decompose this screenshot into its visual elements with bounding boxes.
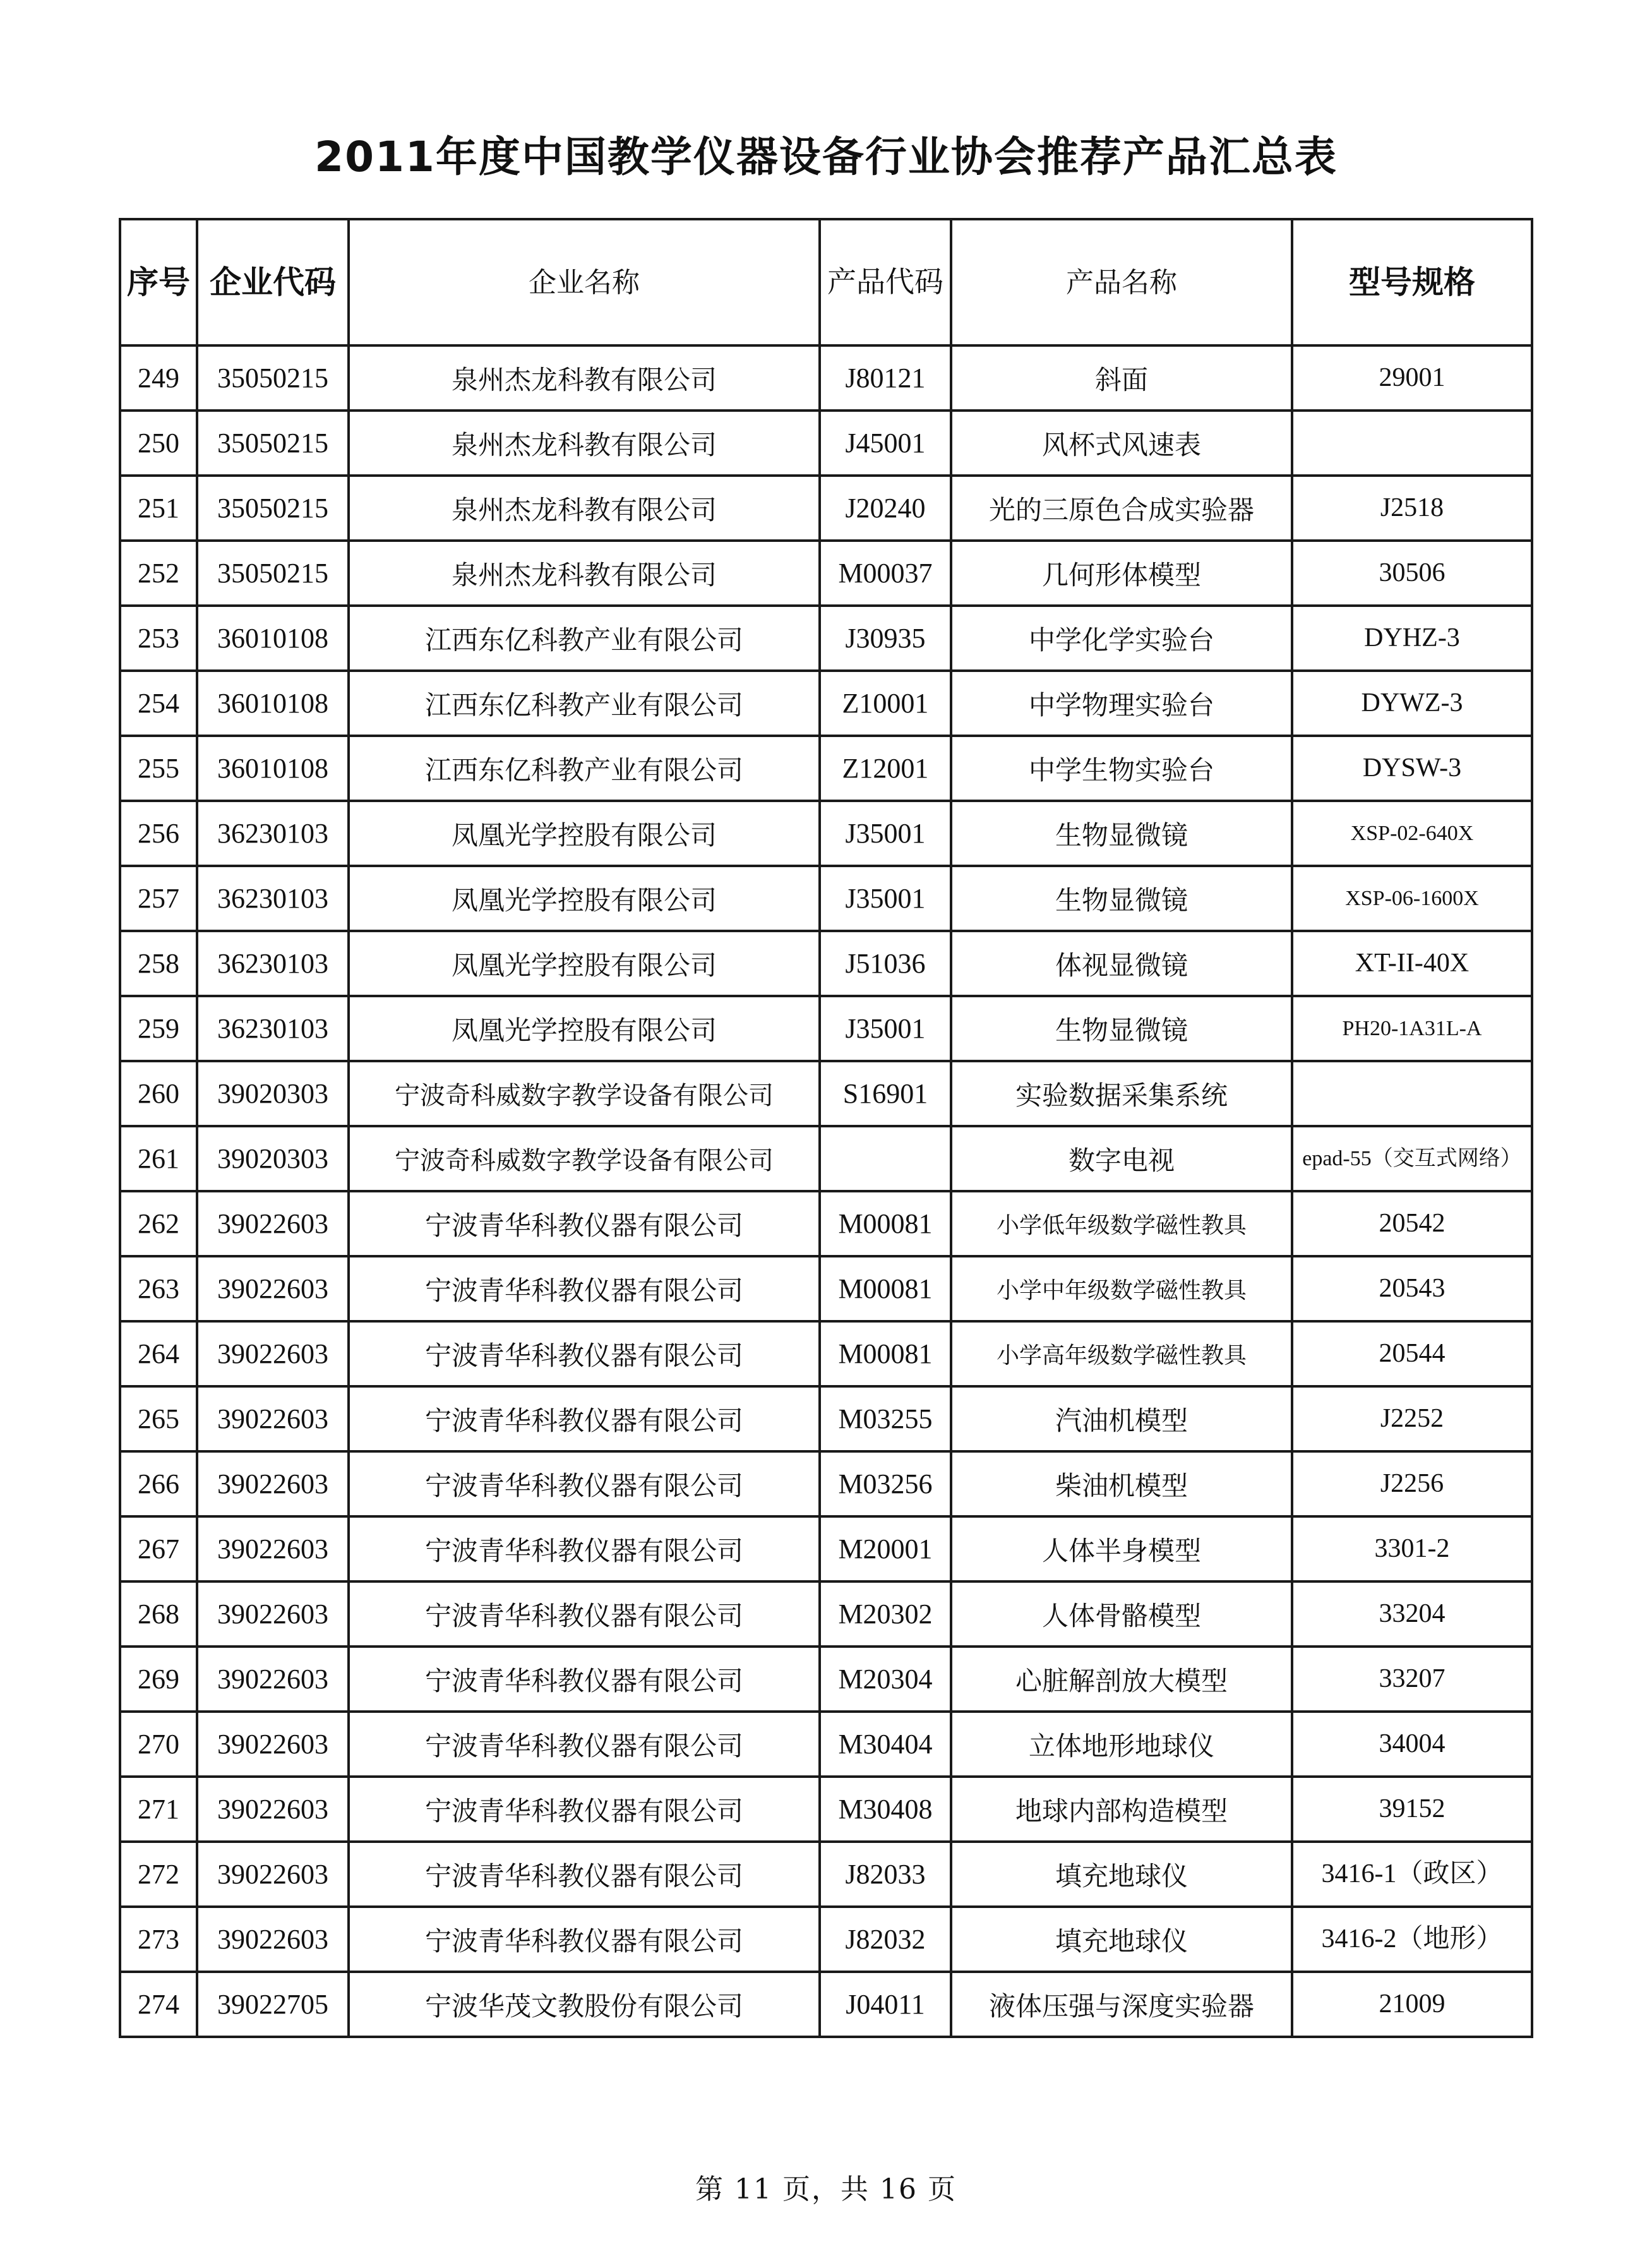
cell-model: 33207	[1292, 1647, 1532, 1712]
cell-product-name: 实验数据采集系统	[951, 1061, 1292, 1126]
cell-product-name: 小学中年级数学磁性教具	[951, 1256, 1292, 1321]
cell-company-code: 39022603	[197, 1647, 349, 1712]
table-row	[120, 1321, 1532, 1386]
cell-seq: 262	[120, 1191, 197, 1256]
table-row	[120, 1581, 1532, 1647]
cell-company-code: 39022603	[197, 1191, 349, 1256]
table-header-row	[120, 219, 1532, 345]
cell-model: XSP-02-640X	[1292, 801, 1532, 866]
cell-product-name: 中学化学实验台	[951, 606, 1292, 671]
cell-seq: 265	[120, 1386, 197, 1451]
table-row	[120, 541, 1532, 606]
table-row	[120, 1907, 1532, 1972]
cell-product-code	[820, 1126, 951, 1191]
cell-product-code: M20001	[820, 1516, 951, 1581]
cell-company-code: 39022603	[197, 1386, 349, 1451]
cell-company-name: 宁波青华科教仪器有限公司	[349, 1321, 820, 1386]
cell-product-code: M00081	[820, 1191, 951, 1256]
cell-product-name: 光的三原色合成实验器	[951, 476, 1292, 541]
cell-product-name: 生物显微镜	[951, 866, 1292, 931]
table-row	[120, 801, 1532, 866]
cell-company-code: 36230103	[197, 866, 349, 931]
cell-product-code: M00037	[820, 541, 951, 606]
cell-seq: 261	[120, 1126, 197, 1191]
cell-seq: 260	[120, 1061, 197, 1126]
table-body	[120, 345, 1532, 2037]
cell-company-code: 39022603	[197, 1907, 349, 1972]
cell-model: 3416-2（地形）	[1292, 1907, 1532, 1972]
cell-company-name: 宁波华茂文教股份有限公司	[349, 1972, 820, 2037]
cell-company-code: 36010108	[197, 736, 349, 801]
cell-company-code: 39022603	[197, 1581, 349, 1647]
cell-seq: 256	[120, 801, 197, 866]
cell-company-code: 39022603	[197, 1777, 349, 1842]
cell-seq: 259	[120, 996, 197, 1061]
table-row	[120, 1386, 1532, 1451]
cell-company-name: 宁波青华科教仪器有限公司	[349, 1712, 820, 1777]
cell-company-code: 36230103	[197, 996, 349, 1061]
cell-company-name: 宁波青华科教仪器有限公司	[349, 1451, 820, 1516]
table-row	[120, 931, 1532, 996]
cell-company-name: 泉州杰龙科教有限公司	[349, 541, 820, 606]
cell-model: 3301-2	[1292, 1516, 1532, 1581]
cell-model: XSP-06-1600X	[1292, 866, 1532, 931]
cell-model: 29001	[1292, 345, 1532, 411]
cell-product-code: M30404	[820, 1712, 951, 1777]
cell-seq: 255	[120, 736, 197, 801]
cell-seq: 267	[120, 1516, 197, 1581]
table-row	[120, 411, 1532, 476]
page-title: 2011年度中国教学仪器设备行业协会推荐产品汇总表	[314, 133, 1338, 181]
cell-model: DYSW-3	[1292, 736, 1532, 801]
cell-company-name: 宁波奇科威数字教学设备有限公司	[349, 1126, 820, 1191]
table-row	[120, 996, 1532, 1061]
cell-company-name: 宁波青华科教仪器有限公司	[349, 1516, 820, 1581]
table-row	[120, 671, 1532, 736]
table-row	[120, 1842, 1532, 1907]
cell-model: PH20-1A31L-A	[1292, 996, 1532, 1061]
header-seq: 序号	[120, 219, 197, 345]
cell-model: 30506	[1292, 541, 1532, 606]
cell-model: 20543	[1292, 1256, 1532, 1321]
cell-seq: 250	[120, 411, 197, 476]
cell-product-code: M03255	[820, 1386, 951, 1451]
cell-product-name: 中学生物实验台	[951, 736, 1292, 801]
cell-product-name: 数字电视	[951, 1126, 1292, 1191]
header-product-name: 产品名称	[951, 219, 1292, 345]
cell-company-code: 35050215	[197, 476, 349, 541]
cell-model: 21009	[1292, 1972, 1532, 2037]
cell-company-code: 36230103	[197, 931, 349, 996]
cell-model: 34004	[1292, 1712, 1532, 1777]
cell-company-name: 凤凰光学控股有限公司	[349, 996, 820, 1061]
cell-company-code: 35050215	[197, 541, 349, 606]
cell-company-name: 宁波青华科教仪器有限公司	[349, 1907, 820, 1972]
cell-model: DYWZ-3	[1292, 671, 1532, 736]
cell-company-code: 39022603	[197, 1842, 349, 1907]
cell-model: epad-55（交互式网络）	[1292, 1126, 1532, 1191]
cell-seq: 252	[120, 541, 197, 606]
table-row	[120, 1191, 1532, 1256]
cell-seq: 271	[120, 1777, 197, 1842]
cell-company-code: 39022603	[197, 1712, 349, 1777]
table-row	[120, 1061, 1532, 1126]
cell-company-code: 39022603	[197, 1256, 349, 1321]
product-summary-table	[119, 218, 1533, 2038]
cell-model: J2256	[1292, 1451, 1532, 1516]
table-row	[120, 1972, 1532, 2037]
cell-product-name: 地球内部构造模型	[951, 1777, 1292, 1842]
cell-product-name: 中学物理实验台	[951, 671, 1292, 736]
cell-product-name: 填充地球仪	[951, 1842, 1292, 1907]
cell-seq: 272	[120, 1842, 197, 1907]
cell-product-code: M03256	[820, 1451, 951, 1516]
cell-product-code: J20240	[820, 476, 951, 541]
header-product-code: 产品代码	[820, 219, 951, 345]
cell-model: J2518	[1292, 476, 1532, 541]
cell-model	[1292, 411, 1532, 476]
cell-product-code: J82033	[820, 1842, 951, 1907]
cell-product-code: Z12001	[820, 736, 951, 801]
cell-product-code: M00081	[820, 1321, 951, 1386]
cell-company-name: 宁波青华科教仪器有限公司	[349, 1191, 820, 1256]
cell-company-name: 凤凰光学控股有限公司	[349, 866, 820, 931]
cell-seq: 269	[120, 1647, 197, 1712]
cell-company-name: 泉州杰龙科教有限公司	[349, 345, 820, 411]
cell-company-name: 泉州杰龙科教有限公司	[349, 476, 820, 541]
cell-product-name: 立体地形地球仪	[951, 1712, 1292, 1777]
cell-seq: 257	[120, 866, 197, 931]
cell-company-code: 39022603	[197, 1516, 349, 1581]
cell-company-code: 36010108	[197, 671, 349, 736]
cell-company-code: 39022705	[197, 1972, 349, 2037]
cell-seq: 254	[120, 671, 197, 736]
cell-company-name: 江西东亿科教产业有限公司	[349, 736, 820, 801]
cell-company-name: 江西东亿科教产业有限公司	[349, 671, 820, 736]
header-model: 型号规格	[1292, 219, 1532, 345]
cell-seq: 266	[120, 1451, 197, 1516]
cell-product-name: 小学低年级数学磁性教具	[951, 1191, 1292, 1256]
table-row	[120, 1647, 1532, 1712]
cell-model	[1292, 1061, 1532, 1126]
cell-company-name: 凤凰光学控股有限公司	[349, 801, 820, 866]
cell-company-code: 39020303	[197, 1126, 349, 1191]
table-row	[120, 1256, 1532, 1321]
cell-company-name: 宁波青华科教仪器有限公司	[349, 1842, 820, 1907]
cell-company-name: 泉州杰龙科教有限公司	[349, 411, 820, 476]
cell-product-name: 生物显微镜	[951, 996, 1292, 1061]
table-row	[120, 606, 1532, 671]
cell-company-code: 36230103	[197, 801, 349, 866]
cell-company-name: 宁波青华科教仪器有限公司	[349, 1256, 820, 1321]
cell-model: 20542	[1292, 1191, 1532, 1256]
table-row	[120, 1712, 1532, 1777]
cell-product-code: J35001	[820, 801, 951, 866]
cell-product-code: J04011	[820, 1972, 951, 2037]
cell-product-name: 体视显微镜	[951, 931, 1292, 996]
cell-product-code: J82032	[820, 1907, 951, 1972]
cell-product-name: 人体半身模型	[951, 1516, 1292, 1581]
header-company-name: 企业名称	[349, 219, 820, 345]
cell-product-name: 汽油机模型	[951, 1386, 1292, 1451]
cell-seq: 264	[120, 1321, 197, 1386]
cell-seq: 249	[120, 345, 197, 411]
cell-model: 33204	[1292, 1581, 1532, 1647]
cell-seq: 270	[120, 1712, 197, 1777]
cell-product-name: 斜面	[951, 345, 1292, 411]
cell-company-code: 39022603	[197, 1321, 349, 1386]
cell-company-name: 宁波青华科教仪器有限公司	[349, 1386, 820, 1451]
cell-company-name: 宁波青华科教仪器有限公司	[349, 1647, 820, 1712]
cell-product-code: J45001	[820, 411, 951, 476]
cell-product-code: M20304	[820, 1647, 951, 1712]
cell-product-code: S16901	[820, 1061, 951, 1126]
page-footer: 第 11 页，共 16 页	[695, 2173, 957, 2205]
cell-model: DYHZ-3	[1292, 606, 1532, 671]
cell-company-code: 35050215	[197, 411, 349, 476]
cell-product-code: J51036	[820, 931, 951, 996]
cell-company-name: 宁波奇科威数字教学设备有限公司	[349, 1061, 820, 1126]
cell-company-code: 39022603	[197, 1451, 349, 1516]
cell-product-name: 风杯式风速表	[951, 411, 1292, 476]
cell-product-name: 生物显微镜	[951, 801, 1292, 866]
table-row	[120, 1451, 1532, 1516]
header-company-code: 企业代码	[197, 219, 349, 345]
cell-product-name: 心脏解剖放大模型	[951, 1647, 1292, 1712]
table-row	[120, 345, 1532, 411]
table-row	[120, 476, 1532, 541]
cell-product-code: J35001	[820, 866, 951, 931]
cell-seq: 274	[120, 1972, 197, 2037]
table-row	[120, 1516, 1532, 1581]
cell-company-name: 宁波青华科教仪器有限公司	[349, 1777, 820, 1842]
cell-seq: 263	[120, 1256, 197, 1321]
cell-product-code: M00081	[820, 1256, 951, 1321]
cell-seq: 253	[120, 606, 197, 671]
cell-company-code: 35050215	[197, 345, 349, 411]
table-row	[120, 1777, 1532, 1842]
cell-model: XT-II-40X	[1292, 931, 1532, 996]
cell-product-name: 小学高年级数学磁性教具	[951, 1321, 1292, 1386]
cell-seq: 273	[120, 1907, 197, 1972]
cell-product-code: M20302	[820, 1581, 951, 1647]
cell-product-code: J30935	[820, 606, 951, 671]
cell-product-name: 柴油机模型	[951, 1451, 1292, 1516]
cell-company-name: 宁波青华科教仪器有限公司	[349, 1581, 820, 1647]
cell-company-code: 39020303	[197, 1061, 349, 1126]
cell-model: 20544	[1292, 1321, 1532, 1386]
cell-product-code: J35001	[820, 996, 951, 1061]
table-row	[120, 1126, 1532, 1191]
cell-company-name: 江西东亿科教产业有限公司	[349, 606, 820, 671]
cell-model: 39152	[1292, 1777, 1532, 1842]
cell-product-code: M30408	[820, 1777, 951, 1842]
cell-seq: 268	[120, 1581, 197, 1647]
cell-product-code: J80121	[820, 345, 951, 411]
cell-model: J2252	[1292, 1386, 1532, 1451]
cell-product-name: 几何形体模型	[951, 541, 1292, 606]
cell-company-code: 36010108	[197, 606, 349, 671]
cell-product-code: Z10001	[820, 671, 951, 736]
cell-seq: 251	[120, 476, 197, 541]
table-row	[120, 866, 1532, 931]
cell-product-name: 填充地球仪	[951, 1907, 1292, 1972]
cell-product-name: 液体压强与深度实验器	[951, 1972, 1292, 2037]
cell-product-name: 人体骨骼模型	[951, 1581, 1292, 1647]
cell-model: 3416-1（政区）	[1292, 1842, 1532, 1907]
table-row	[120, 736, 1532, 801]
cell-seq: 258	[120, 931, 197, 996]
cell-company-name: 凤凰光学控股有限公司	[349, 931, 820, 996]
